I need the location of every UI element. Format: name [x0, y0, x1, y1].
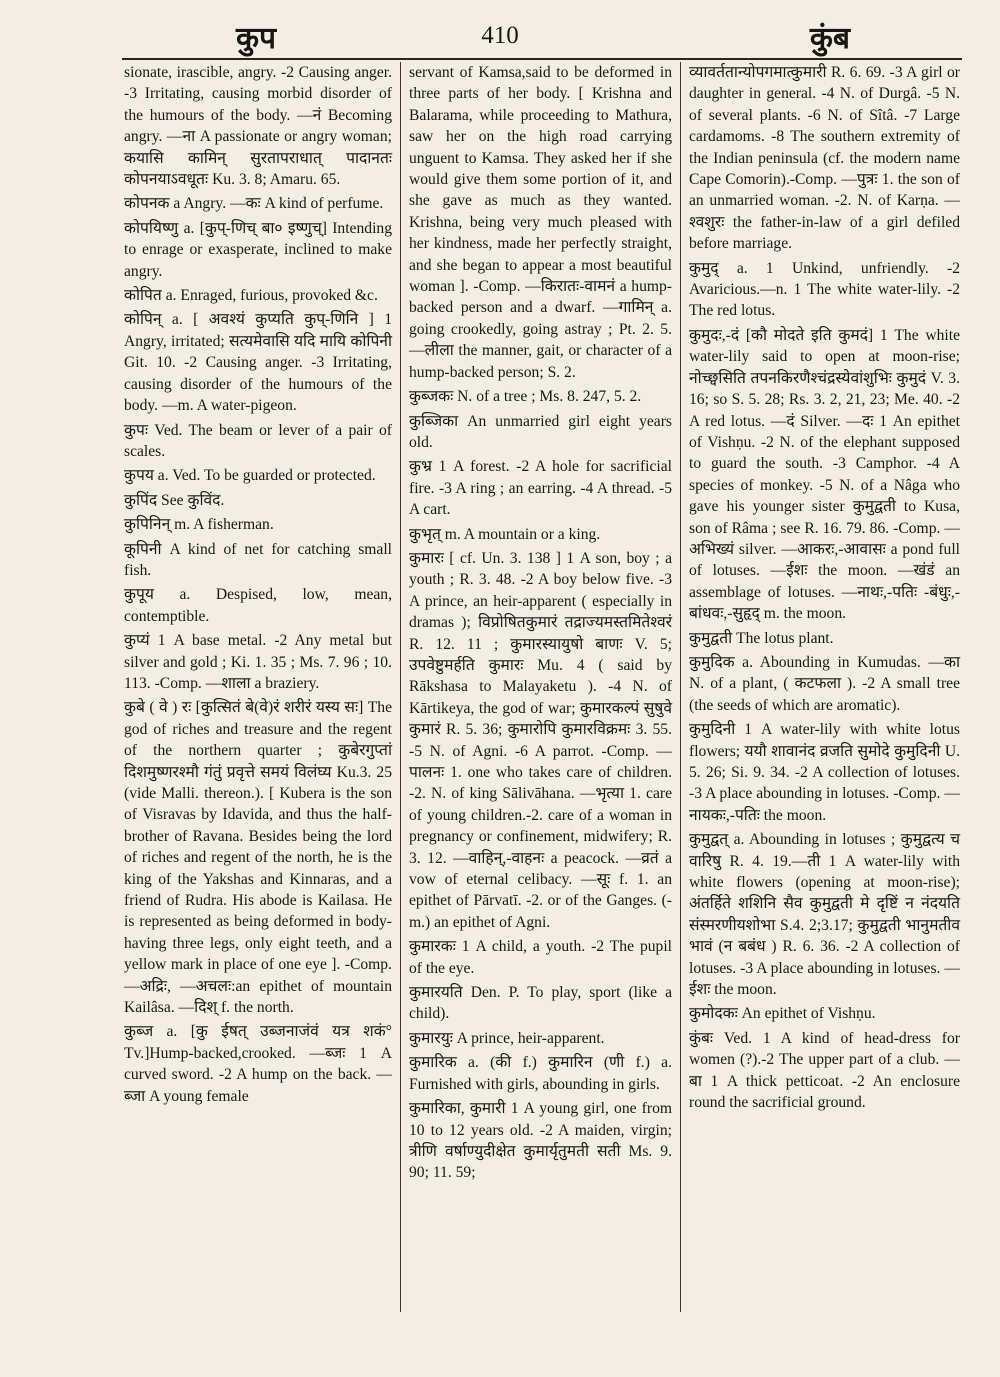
entry-text: कुमुद् a. 1 Unkind, unfriendly. -2 Avaricious.—n. 1 The white water-lily. -2 The red lotus.	[689, 259, 960, 320]
entry	[124, 490, 392, 511]
entry	[124, 697, 392, 1018]
entry-text: कुमुदः,-दं [कौ मोदते इति कुमदं] 1 The white water-lily said to open at moon-rise; नोच्छ्वसिति तपनकिरणैश्चंद्रस्येवांशुभिः कुमुदं V. 3. 16; so S. 5. 28; Rs. 3. 2, 21, 23; Me. 40. -2 A red lotus. —दं Silver. —दः 1 An epithet of Vishṇu. -2 N. of the elephant supposed to guard the south. -3 Camphor. -4 A species of monkey. -5 N. of a Nâga who gave his younger sister कुमुद्वती to Kusa, son of Râma ; see R. 16. 79. 86. -Comp. —अभिख्यं silver. —आकरः,-आवासः a pond full of lotuses. —ईशः the moon. —खंडं an assemblage of lotuses. —नाथः,-पतिः -बंधुः,-बांधवः,-सुहृद् m. the moon.	[689, 326, 960, 623]
entry	[124, 420, 392, 463]
right-guide-word: कुंब	[809, 21, 850, 56]
entry-text: कुमुदिनी 1 A water-lily with white lotus flowers; ययौ शावानंद व्रजति सुमोदे कुमुदिनी U. 5. 26; Si. 9. 34. -2 A collection of lotuses. -3 A place abounding in lotuses. -Comp. —नायकः,-पतिः the moon.	[689, 721, 960, 824]
entry	[409, 524, 672, 545]
entry-text: कुभृत् m. A mountain or a king.	[409, 525, 601, 543]
entry-text: कुंबः Ved. 1 A kind of head-dress for women (?).-2 The upper part of a club. —बा 1 A thick petticoat. -2 An enclosure round the sacrificial ground.	[689, 1029, 960, 1112]
entry-text: कुमुद्वती The lotus plant.	[689, 629, 834, 647]
entry	[689, 1003, 960, 1024]
entry-text: कुपिनिन् m. A fisherman.	[124, 516, 274, 534]
entry	[689, 719, 960, 826]
column-1	[122, 62, 400, 1312]
entry-text: कुमारः [ cf. Un. 3. 138 ] 1 A son, boy ; a youth ; R. 3. 48. -2 A boy below five. -3 A prince, an heir-apparent ( especially in dramas ); विप्रोषितकुमारं तद्राज्यमस्तमितेश्वरं R. 12. 11 ; कुमारस्यायुषो बाणः V. 5; उपवेष्टुमर्हति कुमारः Mu. 4 ( said by Rākshasa to Malayaketu ). -4 N. of Kārtikeya, the god of war; कुमारकल्पं सुषुवे कुमारं R. 5. 36; कुमारोपि कुमारविक्रमः 3. 55. -5 N. of Agni. -6 A parrot. -Comp. —पालनः 1. one who takes care of children. -2. N. of king Sālivāhana. —भृत्या 1. care of young children.-2. care of a woman in pregnancy or confinement, midwifery; R. 3. 12. —वाहिन्,-वाहनः a peacock. —व्रतं a vow of eternal celibacy. —सूः f. 1. an epithet of Pārvatī. -2. or of the Ganges. (-m.) an epithet of Agni.	[409, 549, 672, 931]
entry	[689, 829, 960, 1000]
entry-text: कुपः Ved. The beam or lever of a pair of scales.	[124, 421, 392, 460]
entry	[689, 628, 960, 649]
entry	[124, 465, 392, 486]
entry-text: कुप्यं 1 A base metal. -2 Any metal but silver and gold ; Ki. 1. 35 ; Ms. 7. 96 ; 10. 113. -Comp. —शाला a braziery.	[124, 632, 392, 692]
entry-text: कुब्जिका An unmarried girl eight years old.	[409, 412, 672, 451]
entry	[409, 982, 672, 1025]
page-number: 410	[481, 22, 519, 49]
entry-text: कुपय a. Ved. To be guarded or protected.	[124, 467, 376, 485]
entry	[409, 936, 672, 979]
entry-text: कुमुद्वत् a. Abounding in lotuses ; कुमुद्वत्य च वारिषु R. 4. 19.—ती 1 A water-lily with white flowers (opening at moon-rise); अंतर्हिते शशिनि सैव कुमुद्वती मे दृष्टिं न नंदयति संस्मरणीयशोभा S.4. 2;3.17; कुमुद्वती भानुमतीव भावं (न बबंध ) R. 6. 36. -2 A collection of lotuses. -3 A place abounding in lotuses. —ईशः the moon.	[689, 831, 960, 999]
entry-text: कुब्ज a. [कु ईषत् उब्जनाजंवं यत्र शकं° Tv.]Hump-backed,crooked. —ब्जः 1 A curved sword. -2 A hump on the back. —ब्जा A young female	[124, 1023, 392, 1105]
entry-text: कुपिंद See कुविंद.	[124, 491, 225, 509]
entry	[409, 548, 672, 933]
entry	[124, 1021, 392, 1107]
entry-text: servant of Kamsa,said to be deformed in three parts of her body. [ Krishna and Balarama, while proceeding to Mathura, saw her on the high road carrying unguent to Kamsa. They asked her if she would give them some portion of it, and she gave as much as they wanted. Krishna, being very much pleased with her kindness, made her perfectly straight, and she began to appear a most beautiful woman ]. -Comp. —किरातः-वामनं a hump-backed person and a dwarf. —गामिन् a. going crookedly, going astray ; Pt. 2. 5. —लीला the manner, gait, or character of a hump-backed person; S. 2.	[409, 64, 672, 381]
entry	[689, 258, 960, 322]
entry-text: कुमारिक a. (की f.) कुमारिन (णी f.) a. Furnished with girls, abounding in girls.	[409, 1054, 672, 1093]
entry-text: कूपिनी A kind of net for catching small fish.	[124, 540, 392, 579]
column-3	[680, 62, 962, 1312]
left-guide-word: कुप	[236, 21, 277, 56]
entry	[409, 456, 672, 520]
entry-text: कुबे ( वे ) रः [कुत्सितं बे(वे)रं शरीरं यस्य सः] The god of riches and treasure and the regent of the northern quarter ; कुबेरगुप्तां दिशमुष्णरश्मौ गंतुं प्रवृत्ते समयं विलंघ्य Ku.3. 25 (vide Malli. thereon.). [ Kubera is the son of Visravas by Idavida, and thus the half-brother of Ravana. Besides being the lord of riches and regent of the north, he is the king of the Yakshas and Kinnaras, and a friend of Rudra. His abode is Kailasa. He is represented as being deformed in body-having three legs, only eight teeth, and a yellow mark in place of one eye ]. -Comp.—अद्रिः, —अचलः:an epithet of mountain Kailâsa. —दिश् f. the north.	[124, 699, 392, 1017]
entry-text: व्यावर्ततान्योपगमात्कुमारी R. 6. 69. -3 A girl or daughter in general. -4 N. of Durgâ. -5 N. of several plants. -6 N. of Sîtâ. -7 Large cardamoms. -8 The southern extremity of the Indian peninsula (cf. the modern name Cape Comorin).-Comp. —पुत्रः 1. the son of an unmarried woman. -2. N. of Karṇa. —श्वशुरः the father-in-law of a girl defiled before marriage.	[689, 64, 960, 253]
column-2	[400, 62, 680, 1312]
entry-text: कोपित a. Enraged, furious, provoked &c.	[124, 287, 378, 305]
entry-text: कुब्जकः N. of a tree ; Ms. 8. 247, 5. 2.	[409, 388, 642, 406]
entry	[409, 1028, 672, 1049]
entry-text: कोपिन् a. [ अवश्यं कुप्यति कुप्-णिनि ] 1 Angry, irritated; सत्यमेवासि यदि मायि कोपिनी Git. 10. -2 Causing anger. -3 Irritating, causing disorder of the humours of the body. —m. A water-pigeon.	[124, 311, 392, 415]
entry	[124, 62, 392, 190]
entry-text: कुमुदिक a. Abounding in Kumudas. —का N. of a plant, ( कटफला ). -2 A small tree (the seeds of which are aromatic).	[689, 653, 960, 714]
entry-text: कुमोदकः An epithet of Vishṇu.	[689, 1005, 876, 1023]
entry	[124, 309, 392, 416]
entry-text: कोपयिष्णु a. [कुप्-णिच् बा० इष्णुच्] Intending to enrage or exasperate, inclined to make angry.	[124, 219, 392, 280]
entry-text: sionate, irascible, angry. -2 Causing anger. -3 Irritating, causing morbid disorder of the humours of the body. —नं Becoming angry. —ना A passionate or angry woman; कयासि कामिन् सुरतापराधात् पादानतः कोपनयाऽवधूतः Ku. 3. 8; Amaru. 65.	[124, 64, 392, 189]
header-rule	[122, 58, 962, 60]
entry	[409, 1098, 672, 1184]
entry	[124, 584, 392, 627]
entry	[409, 1052, 672, 1095]
entry	[124, 285, 392, 306]
entry	[124, 218, 392, 282]
page-header	[0, 14, 1000, 60]
entry-text: कुमारयति Den. P. To play, sport (like a child).	[409, 984, 672, 1023]
entry	[689, 1028, 960, 1114]
entry	[409, 386, 672, 407]
text-columns	[122, 62, 962, 1312]
entry	[689, 62, 960, 255]
entry	[124, 514, 392, 535]
entry	[689, 325, 960, 625]
entry	[124, 630, 392, 694]
entry-text: कुपूय a. Despised, low, mean, contemptible.	[124, 586, 392, 625]
entry-text: कुमारयुः A prince, heir-apparent.	[409, 1029, 605, 1047]
entry	[124, 539, 392, 582]
entry	[689, 652, 960, 716]
entry-text: कुमारकः 1 A child, a youth. -2 The pupil of the eye.	[409, 938, 672, 977]
entry-text: कुमारिका, कुमारी 1 A young girl, one from 10 to 12 years old. -2 A maiden, virgin; त्रीणि वर्षाण्युदीक्षेत कुमार्यृतुमती सती Ms. 9. 90; 11. 59;	[409, 1100, 672, 1182]
entry-text: कोपनक a Angry. —कः A kind of perfume.	[124, 195, 384, 213]
entry	[409, 411, 672, 454]
entry	[409, 62, 672, 383]
entry-text: कुभ्र 1 A forest. -2 A hole for sacrificial fire. -3 A ring ; an earring. -4 A thread. -5 A cart.	[409, 458, 672, 519]
entry	[124, 193, 392, 214]
